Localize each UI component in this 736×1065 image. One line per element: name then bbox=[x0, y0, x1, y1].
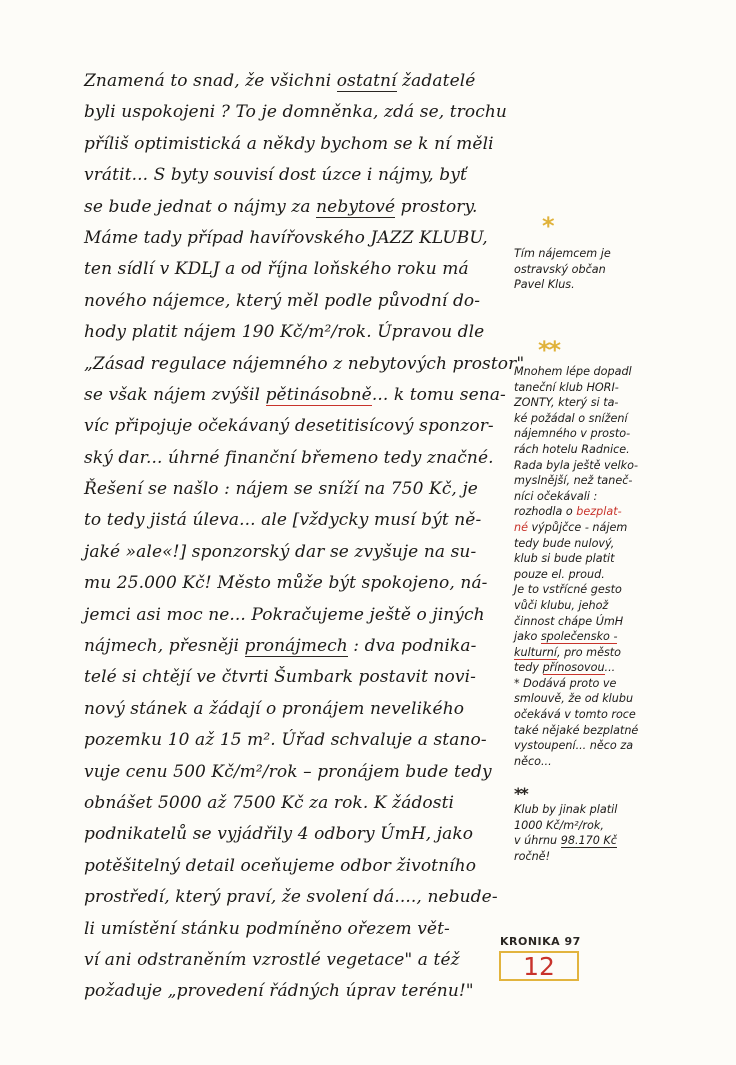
text-line bbox=[84, 411, 504, 442]
note-line bbox=[514, 833, 710, 849]
side-note-tenant bbox=[514, 246, 710, 293]
text-line bbox=[84, 788, 504, 819]
text-line bbox=[84, 97, 507, 128]
text-segment: vrátit... S byty souvisí dost úzce i nájmy, byť bbox=[84, 165, 467, 186]
text-line bbox=[84, 505, 504, 536]
emphasized-text: pronájmech bbox=[244, 636, 348, 657]
note-line bbox=[514, 380, 710, 396]
text-segment: smlouvě, že od klubu bbox=[514, 692, 634, 706]
text-segment: tedy bude nulový, bbox=[514, 536, 615, 550]
text-segment: pouze el. proud. bbox=[514, 567, 605, 581]
emphasized-text: kulturní bbox=[514, 645, 557, 659]
text-segment: nový stánek a žádají o pronájem nevelikého bbox=[84, 698, 465, 719]
text-segment: činnost chápe ÚmH bbox=[514, 614, 624, 628]
note-line bbox=[514, 645, 710, 661]
chronicle-label: KRONIKA 97 bbox=[500, 935, 581, 948]
text-segment: Mnohem lépe dopadl bbox=[514, 365, 632, 378]
page-number-box bbox=[499, 951, 579, 981]
text-segment: ostravský občan bbox=[514, 262, 606, 276]
note-line bbox=[514, 246, 710, 262]
text-segment: níci očekávali : bbox=[514, 489, 598, 503]
text-segment: byli uspokojeni ? To je domněnka, zdá se, trochu bbox=[84, 102, 507, 123]
text-line bbox=[84, 66, 504, 97]
note-line bbox=[514, 676, 710, 692]
text-segment: potěšitelný detail oceňujeme odbor životního bbox=[84, 855, 477, 876]
text-line bbox=[84, 662, 504, 693]
text-line bbox=[84, 819, 504, 850]
text-line bbox=[84, 694, 504, 725]
text-segment: Máme tady případ havířovského JAZZ KLUBU, bbox=[84, 227, 488, 248]
text-segment: mu 25.000 Kč! Město může být spokojeno, ná- bbox=[84, 573, 488, 594]
note-line bbox=[514, 707, 710, 723]
text-segment: žadatelé bbox=[396, 71, 476, 91]
text-segment: ... k tomu sena- bbox=[371, 384, 506, 405]
text-segment: jako bbox=[514, 630, 541, 644]
text-segment: ZONTY, který si ta- bbox=[514, 396, 619, 410]
text-segment: „Zásad regulace nájemného z nebytových prostor" bbox=[84, 353, 525, 374]
text-segment: také nějaké bezplatné bbox=[514, 723, 639, 737]
emphasized-text: né bbox=[514, 520, 528, 534]
note-line bbox=[514, 442, 710, 458]
note-line bbox=[514, 582, 710, 598]
text-segment: ví ani odstraněním vzrostlé vegetace" a též bbox=[84, 949, 460, 970]
text-segment: * Dodává proto ve bbox=[514, 676, 617, 690]
text-segment: podnikatelů se vyjádřily 4 odbory ÚmH, jako bbox=[84, 824, 474, 845]
text-segment: 1000 Kč/m²/rok, bbox=[514, 818, 604, 832]
text-line bbox=[84, 317, 504, 348]
text-line bbox=[84, 192, 504, 223]
text-segment: : dva podnika- bbox=[347, 636, 477, 657]
text-segment: víc připojuje očekávaný desetitisícový sponzor- bbox=[84, 416, 494, 437]
text-segment: Klub by jinak platil bbox=[514, 803, 618, 816]
emphasized-text: pětinásobně bbox=[265, 384, 372, 405]
text-segment: hody platit nájem 190 Kč/m²/rok. Úpravou dle bbox=[84, 322, 485, 343]
note-line bbox=[514, 802, 710, 818]
note-line bbox=[514, 426, 710, 442]
text-line bbox=[84, 757, 504, 788]
text-segment: myslnější, než taneč- bbox=[514, 474, 633, 488]
text-line bbox=[84, 851, 504, 882]
note-line bbox=[514, 818, 710, 834]
note-line bbox=[514, 691, 710, 707]
text-segment: prostory. bbox=[395, 196, 478, 217]
text-segment: nájmech, přesněji bbox=[84, 636, 245, 657]
emphasized-text: 98.170 Kč bbox=[560, 834, 617, 848]
emphasized-text: nebytové bbox=[316, 196, 396, 217]
text-segment: rozhodla o bbox=[514, 505, 577, 519]
text-segment: Rada byla ještě velko- bbox=[514, 458, 639, 472]
text-line bbox=[84, 945, 504, 976]
text-segment: něco... bbox=[514, 754, 552, 768]
text-line bbox=[84, 129, 504, 160]
text-segment: telé si chtějí ve čtvrti Šumbark postavit novi- bbox=[84, 667, 476, 688]
text-line bbox=[84, 349, 525, 380]
note-line bbox=[514, 277, 710, 293]
text-segment: ský dar... úhrné finanční břemeno tedy značné. bbox=[84, 447, 494, 468]
text-segment: nového nájemce, který měl podle původní do- bbox=[84, 290, 481, 311]
double-asterisk-mark: ** bbox=[538, 336, 560, 364]
text-segment: to tedy jistá úleva... ale [vždycky musí být ně- bbox=[84, 510, 482, 531]
text-line bbox=[84, 976, 504, 1007]
note-line bbox=[514, 536, 710, 552]
text-segment: Znamená to snad, že všichni bbox=[84, 71, 337, 91]
text-segment: taneční klub HORI- bbox=[514, 380, 619, 394]
note-line bbox=[514, 738, 710, 754]
side-note-rent bbox=[514, 802, 710, 864]
emphasized-text: bezplat- bbox=[576, 505, 622, 519]
text-segment: Je to vstřícné gesto bbox=[514, 583, 622, 597]
text-segment: vuje cenu 500 Kč/m²/rok – pronájem bude tedy bbox=[84, 761, 492, 782]
text-segment: výpůjčce - nájem bbox=[527, 520, 628, 534]
text-line bbox=[84, 254, 504, 285]
text-line bbox=[84, 631, 504, 662]
note-line bbox=[514, 473, 710, 489]
text-line bbox=[84, 443, 504, 474]
note-line bbox=[514, 660, 710, 676]
emphasized-text: společensko - bbox=[540, 630, 618, 644]
note-line bbox=[514, 504, 710, 520]
text-segment: obnášet 5000 až 7500 Kč za rok. K žádosti bbox=[84, 792, 455, 813]
text-segment: Řešení se našlo : nájem se sníží na 750 Kč, je bbox=[84, 479, 478, 500]
text-segment: rách hotelu Radnice. bbox=[514, 442, 630, 456]
emphasized-text: ostatní bbox=[336, 71, 397, 91]
note-line bbox=[514, 567, 710, 583]
text-segment: ten sídlí v KDLJ a od října loňského roku má bbox=[84, 259, 469, 280]
note-line bbox=[514, 489, 710, 505]
note-line bbox=[514, 364, 710, 380]
text-segment: ... bbox=[604, 661, 616, 675]
text-segment: ročně! bbox=[514, 849, 551, 863]
text-segment: ké požádal o snížení bbox=[514, 411, 628, 425]
text-segment: příliš optimistická a někdy bychom se k ní měli bbox=[84, 133, 494, 154]
note-line bbox=[514, 395, 710, 411]
text-segment: vystoupení... něco za bbox=[514, 739, 634, 753]
text-line bbox=[84, 380, 504, 411]
text-segment: očekává v tomto roce bbox=[514, 708, 636, 722]
note-line bbox=[514, 598, 710, 614]
text-line bbox=[84, 537, 504, 568]
text-segment: v úhrnu bbox=[514, 834, 561, 848]
text-segment: Pavel Klus. bbox=[514, 278, 575, 292]
text-line bbox=[84, 223, 504, 254]
asterisk-mark: * bbox=[542, 212, 555, 240]
text-segment: Tím nájemcem je bbox=[514, 247, 611, 260]
text-line bbox=[84, 882, 504, 913]
text-segment: se bude jednat o nájmy za bbox=[84, 196, 317, 217]
text-segment: tedy bbox=[514, 661, 543, 675]
text-line bbox=[84, 568, 504, 599]
text-line bbox=[84, 725, 504, 756]
text-segment: , pro město bbox=[556, 645, 622, 659]
side-note-horizonty bbox=[514, 364, 710, 769]
double-asterisk-mark: ** bbox=[514, 784, 527, 803]
text-segment: jaké »ale«!] sponzorský dar se zvyšuje na su- bbox=[84, 541, 477, 562]
text-segment: jemci asi moc ne... Pokračujeme ještě o jiných bbox=[84, 604, 485, 625]
text-line bbox=[84, 600, 504, 631]
note-line bbox=[514, 520, 710, 536]
page-number: 12 bbox=[523, 951, 555, 981]
text-line bbox=[84, 286, 504, 317]
text-segment: prostředí, který praví, že svolení dá...., nebude- bbox=[84, 887, 498, 908]
text-segment: se však nájem zvýšil bbox=[84, 384, 266, 405]
note-line bbox=[514, 411, 710, 427]
text-line bbox=[84, 474, 504, 505]
text-line bbox=[84, 914, 504, 945]
text-segment: li umístění stánku podmíněno ořezem vět- bbox=[84, 918, 450, 939]
emphasized-text: přínosovou bbox=[542, 661, 605, 675]
text-segment: pozemku 10 až 15 m². Úřad schvaluje a stano- bbox=[84, 730, 487, 751]
text-segment: klub si bude platit bbox=[514, 552, 615, 566]
note-line bbox=[514, 754, 710, 770]
main-text-column bbox=[84, 66, 525, 1008]
note-line bbox=[514, 723, 710, 739]
text-segment: vůči klubu, jehož bbox=[514, 598, 609, 612]
text-segment: nájemného v prosto- bbox=[514, 427, 631, 441]
note-line bbox=[514, 458, 710, 474]
text-segment: požaduje „provedení řádných úprav terénu!" bbox=[84, 981, 474, 1002]
note-line bbox=[514, 849, 710, 865]
note-line bbox=[514, 629, 710, 645]
text-line bbox=[84, 160, 504, 191]
note-line bbox=[514, 262, 710, 278]
note-line bbox=[514, 614, 710, 630]
note-line bbox=[514, 551, 710, 567]
